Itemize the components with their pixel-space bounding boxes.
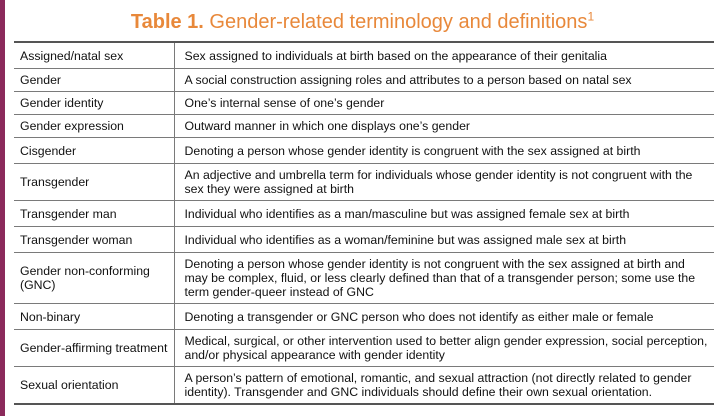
definition-cell: Denoting a person whose gender identity is congruent with the sex assigned at birth [184,143,641,158]
table-row [14,69,714,92]
term-cell: Assigned/natal sex [14,42,174,69]
term-cell: Gender [14,69,174,92]
term-cell: Transgender [14,164,174,201]
table-row [14,304,714,330]
left-accent-bar [0,0,5,416]
table-number: Table 1. [130,11,204,33]
table-row [14,42,714,69]
term-cell: Sexual orientation [14,367,174,405]
table-row [14,138,714,164]
term-cell: Gender non-conforming (GNC) [14,253,174,304]
table-row [14,330,714,367]
term-cell: Cisgender [14,138,174,164]
table-row [14,115,714,138]
terminology-table-container [14,41,714,405]
definition-cell: One’s internal sense of one’s gender [184,96,385,110]
footnote-ref: 1 [587,9,595,24]
definition-cell: A social construction assigning roles and attributes to a person based on natal sex [184,73,632,87]
term-cell: Gender expression [14,115,174,138]
table-row [14,92,714,115]
definition-cell: Outward manner in which one displays one’s gender [184,119,471,133]
table-row [14,201,714,227]
table-row [14,253,714,304]
table-title [5,9,720,35]
definition-cell: An adjective and umbrella term for individuals whose gender identity is not congruent with the sex they were assigned at birth [184,168,693,196]
definition-cell: Sex assigned to individuals at birth based on the appearance of their genitalia [184,48,607,63]
term-cell: Non-binary [14,304,174,330]
term-cell: Transgender man [14,201,174,227]
definition-cell: Individual who identifies as a man/masculine but was assigned female sex at birth [184,206,630,221]
table-row [14,227,714,253]
table-row [14,164,714,201]
term-cell: Transgender woman [14,227,174,253]
table-caption: Gender-related terminology and definitions [203,11,588,33]
definition-cell: Denoting a transgender or GNC person who does not identify as either male or female [184,309,654,324]
term-cell: Gender-affirming treatment [14,330,174,367]
definition-cell: Medical, surgical, or other intervention used to better align gender expression, social perception, and/or physical appearance with gender identity [184,334,708,362]
term-cell: Gender identity [14,92,174,115]
table-row [14,367,714,405]
definition-cell: Individual who identifies as a woman/feminine but was assigned male sex at birth [184,232,627,247]
terminology-table [14,41,714,405]
definition-cell: A person’s pattern of emotional, romantic, and sexual attraction (not directly related to gender identity). Transgender and GNC individuals should define their own sexual orientation. [184,371,692,399]
definition-cell: Denoting a person whose gender identity is not congruent with the sex assigned at birth and may be complex, fluid, or less clearly defined than that of a transgender person; some use the term gender-queer instead of GNC [184,257,696,299]
